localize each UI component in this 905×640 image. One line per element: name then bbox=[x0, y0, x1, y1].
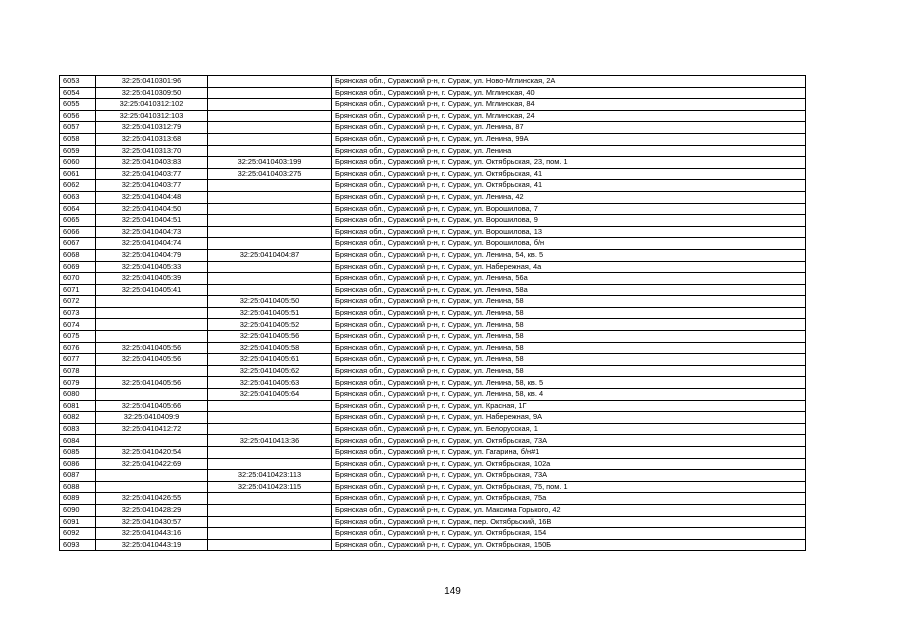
table-row bbox=[60, 133, 806, 145]
row-number-cell: 6080 bbox=[60, 389, 96, 401]
table-row bbox=[60, 342, 806, 354]
row-number-cell: 6053 bbox=[60, 76, 96, 88]
table-row bbox=[60, 168, 806, 180]
address-cell: Брянская обл., Суражский р-н, г. Сураж, ул. Ворошилова, б/н bbox=[332, 238, 806, 250]
address-cell: Брянская обл., Суражский р-н, г. Сураж, ул. Ленина, 58 bbox=[332, 319, 806, 331]
address-cell: Брянская обл., Суражский р-н, г. Сураж, ул. Максима Горького, 42 bbox=[332, 504, 806, 516]
related-cadastral-number-cell bbox=[208, 180, 332, 192]
address-cell: Брянская обл., Суражский р-н, г. Сураж, ул. Ново-Мглинская, 2А bbox=[332, 76, 806, 88]
table-row bbox=[60, 435, 806, 447]
row-number-cell: 6079 bbox=[60, 377, 96, 389]
address-cell: Брянская обл., Суражский р-н, г. Сураж, ул. Ленина, 58 bbox=[332, 331, 806, 343]
cadastral-number-cell: 32:25:0410404:51 bbox=[96, 215, 208, 227]
cadastral-number-cell: 32:25:0410405:56 bbox=[96, 354, 208, 366]
address-cell: Брянская обл., Суражский р-н, г. Сураж, ул. Белорусская, 1 bbox=[332, 423, 806, 435]
related-cadastral-number-cell bbox=[208, 261, 332, 273]
row-number-cell: 6076 bbox=[60, 342, 96, 354]
cadastral-number-cell: 32:25:0410404:50 bbox=[96, 203, 208, 215]
table-row bbox=[60, 76, 806, 88]
cadastral-number-cell: 32:25:0410405:56 bbox=[96, 342, 208, 354]
table-row bbox=[60, 145, 806, 157]
row-number-cell: 6068 bbox=[60, 249, 96, 261]
table-row bbox=[60, 331, 806, 343]
cadastral-number-cell bbox=[96, 481, 208, 493]
table-row bbox=[60, 215, 806, 227]
related-cadastral-number-cell bbox=[208, 215, 332, 227]
address-cell: Брянская обл., Суражский р-н, г. Сураж, ул. Октябрьская, 102а bbox=[332, 458, 806, 470]
table-row bbox=[60, 412, 806, 424]
address-cell: Брянская обл., Суражский р-н, г. Сураж, ул. Октябрьская, 23, пом. 1 bbox=[332, 157, 806, 169]
cadastral-number-cell: 32:25:0410426:55 bbox=[96, 493, 208, 505]
table-row bbox=[60, 504, 806, 516]
cadastral-number-cell bbox=[96, 331, 208, 343]
cadastral-number-cell: 32:25:0410301:96 bbox=[96, 76, 208, 88]
table-row bbox=[60, 157, 806, 169]
address-cell: Брянская обл., Суражский р-н, г. Сураж, ул. Ленина, 54, кв. 5 bbox=[332, 249, 806, 261]
table-row bbox=[60, 493, 806, 505]
table-row bbox=[60, 122, 806, 134]
cadastral-number-cell: 32:25:0410412:72 bbox=[96, 423, 208, 435]
cadastral-number-cell: 32:25:0410443:16 bbox=[96, 528, 208, 540]
cadastral-number-cell: 32:25:0410428:29 bbox=[96, 504, 208, 516]
cadastral-number-cell: 32:25:0410420:54 bbox=[96, 447, 208, 459]
row-number-cell: 6091 bbox=[60, 516, 96, 528]
table-row bbox=[60, 516, 806, 528]
table-row bbox=[60, 447, 806, 459]
address-cell: Брянская обл., Суражский р-н, г. Сураж, ул. Октябрьская, 75а bbox=[332, 493, 806, 505]
address-cell: Брянская обл., Суражский р-н, г. Сураж, ул. Набережная, 4а bbox=[332, 261, 806, 273]
table-row bbox=[60, 191, 806, 203]
row-number-cell: 6071 bbox=[60, 284, 96, 296]
row-number-cell: 6085 bbox=[60, 447, 96, 459]
table-row bbox=[60, 203, 806, 215]
address-cell: Брянская обл., Суражский р-н, г. Сураж, ул. Октябрьская, 75, пом. 1 bbox=[332, 481, 806, 493]
cadastral-number-cell: 32:25:0410405:41 bbox=[96, 284, 208, 296]
page-number: 149 bbox=[444, 586, 461, 597]
related-cadastral-number-cell: 32:25:0410405:62 bbox=[208, 365, 332, 377]
address-cell: Брянская обл., Суражский р-н, г. Сураж, ул. Ленина, 56а bbox=[332, 273, 806, 285]
address-cell: Брянская обл., Суражский р-н, г. Сураж, ул. Ленина, 58 bbox=[332, 365, 806, 377]
related-cadastral-number-cell bbox=[208, 284, 332, 296]
row-number-cell: 6056 bbox=[60, 110, 96, 122]
cadastral-number-cell bbox=[96, 470, 208, 482]
row-number-cell: 6088 bbox=[60, 481, 96, 493]
related-cadastral-number-cell: 32:25:0410413:36 bbox=[208, 435, 332, 447]
cadastral-number-cell: 32:25:0410312:102 bbox=[96, 99, 208, 111]
address-cell: Брянская обл., Суражский р-н, г. Сураж, ул. Ворошилова, 9 bbox=[332, 215, 806, 227]
related-cadastral-number-cell: 32:25:0410404:87 bbox=[208, 249, 332, 261]
address-cell: Брянская обл., Суражский р-н, г. Сураж, ул. Мглинская, 84 bbox=[332, 99, 806, 111]
related-cadastral-number-cell: 32:25:0410403:199 bbox=[208, 157, 332, 169]
related-cadastral-number-cell bbox=[208, 191, 332, 203]
cadastral-number-cell: 32:25:0410313:68 bbox=[96, 133, 208, 145]
registry-table-body bbox=[60, 76, 806, 551]
row-number-cell: 6055 bbox=[60, 99, 96, 111]
table-row bbox=[60, 261, 806, 273]
cadastral-number-cell bbox=[96, 389, 208, 401]
related-cadastral-number-cell bbox=[208, 528, 332, 540]
cadastral-number-cell: 32:25:0410312:103 bbox=[96, 110, 208, 122]
table-row bbox=[60, 354, 806, 366]
table-row bbox=[60, 110, 806, 122]
cadastral-number-cell: 32:25:0410405:33 bbox=[96, 261, 208, 273]
related-cadastral-number-cell: 32:25:0410405:61 bbox=[208, 354, 332, 366]
table-row bbox=[60, 284, 806, 296]
table-row bbox=[60, 238, 806, 250]
related-cadastral-number-cell: 32:25:0410405:56 bbox=[208, 331, 332, 343]
table-row bbox=[60, 180, 806, 192]
cadastral-number-cell: 32:25:0410309:50 bbox=[96, 87, 208, 99]
row-number-cell: 6081 bbox=[60, 400, 96, 412]
address-cell: Брянская обл., Суражский р-н, г. Сураж, ул. Ленина, 58 bbox=[332, 354, 806, 366]
table-row bbox=[60, 226, 806, 238]
cadastral-number-cell bbox=[96, 365, 208, 377]
row-number-cell: 6070 bbox=[60, 273, 96, 285]
address-cell: Брянская обл., Суражский р-н, г. Сураж, ул. Ворошилова, 13 bbox=[332, 226, 806, 238]
row-number-cell: 6092 bbox=[60, 528, 96, 540]
related-cadastral-number-cell bbox=[208, 400, 332, 412]
address-cell: Брянская обл., Суражский р-н, г. Сураж, ул. Октябрьская, 41 bbox=[332, 180, 806, 192]
row-number-cell: 6074 bbox=[60, 319, 96, 331]
row-number-cell: 6084 bbox=[60, 435, 96, 447]
cadastral-number-cell: 32:25:0410405:66 bbox=[96, 400, 208, 412]
address-cell: Брянская обл., Суражский р-н, г. Сураж, ул. Красная, 1Г bbox=[332, 400, 806, 412]
table-row bbox=[60, 539, 806, 551]
address-cell: Брянская обл., Суражский р-н, г. Сураж, ул. Октябрьская, 41 bbox=[332, 168, 806, 180]
related-cadastral-number-cell bbox=[208, 458, 332, 470]
related-cadastral-number-cell bbox=[208, 412, 332, 424]
table-row bbox=[60, 307, 806, 319]
address-cell: Брянская обл., Суражский р-н, г. Сураж, ул. Ленина, 58, кв. 4 bbox=[332, 389, 806, 401]
related-cadastral-number-cell: 32:25:0410405:63 bbox=[208, 377, 332, 389]
cadastral-number-cell: 32:25:0410403:77 bbox=[96, 168, 208, 180]
cadastral-number-cell bbox=[96, 319, 208, 331]
cadastral-number-cell bbox=[96, 435, 208, 447]
row-number-cell: 6073 bbox=[60, 307, 96, 319]
cadastral-number-cell: 32:25:0410405:56 bbox=[96, 377, 208, 389]
related-cadastral-number-cell: 32:25:0410405:52 bbox=[208, 319, 332, 331]
related-cadastral-number-cell bbox=[208, 493, 332, 505]
cadastral-number-cell: 32:25:0410430:57 bbox=[96, 516, 208, 528]
cadastral-number-cell: 32:25:0410422:69 bbox=[96, 458, 208, 470]
cadastral-number-cell bbox=[96, 307, 208, 319]
table-row bbox=[60, 249, 806, 261]
address-cell: Брянская обл., Суражский р-н, г. Сураж, ул. Октябрьская, 73А bbox=[332, 470, 806, 482]
related-cadastral-number-cell bbox=[208, 145, 332, 157]
address-cell: Брянская обл., Суражский р-н, г. Сураж, ул. Октябрьская, 73А bbox=[332, 435, 806, 447]
related-cadastral-number-cell bbox=[208, 447, 332, 459]
address-cell: Брянская обл., Суражский р-н, г. Сураж, ул. Мглинская, 40 bbox=[332, 87, 806, 99]
related-cadastral-number-cell bbox=[208, 203, 332, 215]
related-cadastral-number-cell: 32:25:0410405:50 bbox=[208, 296, 332, 308]
related-cadastral-number-cell: 32:25:0410405:51 bbox=[208, 307, 332, 319]
row-number-cell: 6061 bbox=[60, 168, 96, 180]
related-cadastral-number-cell: 32:25:0410403:275 bbox=[208, 168, 332, 180]
related-cadastral-number-cell bbox=[208, 110, 332, 122]
related-cadastral-number-cell bbox=[208, 539, 332, 551]
address-cell: Брянская обл., Суражский р-н, г. Сураж, ул. Мглинская, 24 bbox=[332, 110, 806, 122]
row-number-cell: 6078 bbox=[60, 365, 96, 377]
cadastral-number-cell: 32:25:0410404:73 bbox=[96, 226, 208, 238]
cadastral-number-cell: 32:25:0410403:83 bbox=[96, 157, 208, 169]
table-row bbox=[60, 296, 806, 308]
address-cell: Брянская обл., Суражский р-н, г. Сураж, ул. Ленина, 58 bbox=[332, 307, 806, 319]
related-cadastral-number-cell bbox=[208, 238, 332, 250]
table-row bbox=[60, 528, 806, 540]
table-row bbox=[60, 389, 806, 401]
row-number-cell: 6064 bbox=[60, 203, 96, 215]
row-number-cell: 6067 bbox=[60, 238, 96, 250]
cadastral-number-cell: 32:25:0410443:19 bbox=[96, 539, 208, 551]
related-cadastral-number-cell bbox=[208, 226, 332, 238]
row-number-cell: 6065 bbox=[60, 215, 96, 227]
related-cadastral-number-cell bbox=[208, 87, 332, 99]
row-number-cell: 6093 bbox=[60, 539, 96, 551]
address-cell: Брянская обл., Суражский р-н, г. Сураж, ул. Набережная, 9А bbox=[332, 412, 806, 424]
related-cadastral-number-cell bbox=[208, 423, 332, 435]
cadastral-number-cell: 32:25:0410404:48 bbox=[96, 191, 208, 203]
address-cell: Брянская обл., Суражский р-н, г. Сураж, ул. Ленина, 58, кв. 5 bbox=[332, 377, 806, 389]
address-cell: Брянская обл., Суражский р-н, г. Сураж, ул. Ленина, 99А bbox=[332, 133, 806, 145]
row-number-cell: 6082 bbox=[60, 412, 96, 424]
related-cadastral-number-cell: 32:25:0410405:58 bbox=[208, 342, 332, 354]
related-cadastral-number-cell: 32:25:0410423:113 bbox=[208, 470, 332, 482]
row-number-cell: 6066 bbox=[60, 226, 96, 238]
table-row bbox=[60, 470, 806, 482]
row-number-cell: 6069 bbox=[60, 261, 96, 273]
row-number-cell: 6062 bbox=[60, 180, 96, 192]
row-number-cell: 6087 bbox=[60, 470, 96, 482]
cadastral-number-cell: 32:25:0410409:9 bbox=[96, 412, 208, 424]
related-cadastral-number-cell bbox=[208, 76, 332, 88]
address-cell: Брянская обл., Суражский р-н, г. Сураж, ул. Ленина bbox=[332, 145, 806, 157]
row-number-cell: 6077 bbox=[60, 354, 96, 366]
related-cadastral-number-cell bbox=[208, 516, 332, 528]
address-cell: Брянская обл., Суражский р-н, г. Сураж, ул. Гагарина, б/н#1 bbox=[332, 447, 806, 459]
address-cell: Брянская обл., Суражский р-н, г. Сураж, ул. Ленина, 58 bbox=[332, 296, 806, 308]
table-row bbox=[60, 423, 806, 435]
row-number-cell: 6086 bbox=[60, 458, 96, 470]
table-row bbox=[60, 400, 806, 412]
cadastral-number-cell: 32:25:0410312:79 bbox=[96, 122, 208, 134]
cadastral-number-cell bbox=[96, 296, 208, 308]
related-cadastral-number-cell bbox=[208, 133, 332, 145]
registry-table bbox=[59, 75, 806, 551]
address-cell: Брянская обл., Суражский р-н, г. Сураж, ул. Октябрьская, 150Б bbox=[332, 539, 806, 551]
row-number-cell: 6072 bbox=[60, 296, 96, 308]
table-row bbox=[60, 99, 806, 111]
cadastral-number-cell: 32:25:0410404:74 bbox=[96, 238, 208, 250]
cadastral-number-cell: 32:25:0410404:79 bbox=[96, 249, 208, 261]
table-row bbox=[60, 377, 806, 389]
table-row bbox=[60, 319, 806, 331]
address-cell: Брянская обл., Суражский р-н, г. Сураж, ул. Ворошилова, 7 bbox=[332, 203, 806, 215]
related-cadastral-number-cell: 32:25:0410423:115 bbox=[208, 481, 332, 493]
row-number-cell: 6060 bbox=[60, 157, 96, 169]
cadastral-number-cell: 32:25:0410313:70 bbox=[96, 145, 208, 157]
row-number-cell: 6054 bbox=[60, 87, 96, 99]
related-cadastral-number-cell bbox=[208, 122, 332, 134]
table-row bbox=[60, 481, 806, 493]
table-row bbox=[60, 87, 806, 99]
related-cadastral-number-cell: 32:25:0410405:64 bbox=[208, 389, 332, 401]
cadastral-number-cell: 32:25:0410403:77 bbox=[96, 180, 208, 192]
row-number-cell: 6058 bbox=[60, 133, 96, 145]
row-number-cell: 6083 bbox=[60, 423, 96, 435]
cadastral-number-cell: 32:25:0410405:39 bbox=[96, 273, 208, 285]
address-cell: Брянская обл., Суражский р-н, г. Сураж, ул. Ленина, 58а bbox=[332, 284, 806, 296]
table-row bbox=[60, 458, 806, 470]
row-number-cell: 6059 bbox=[60, 145, 96, 157]
row-number-cell: 6063 bbox=[60, 191, 96, 203]
table-row bbox=[60, 365, 806, 377]
row-number-cell: 6089 bbox=[60, 493, 96, 505]
related-cadastral-number-cell bbox=[208, 99, 332, 111]
related-cadastral-number-cell bbox=[208, 273, 332, 285]
row-number-cell: 6057 bbox=[60, 122, 96, 134]
address-cell: Брянская обл., Суражский р-н, г. Сураж, пер. Октябрьский, 16В bbox=[332, 516, 806, 528]
address-cell: Брянская обл., Суражский р-н, г. Сураж, ул. Октябрьская, 154 bbox=[332, 528, 806, 540]
row-number-cell: 6075 bbox=[60, 331, 96, 343]
address-cell: Брянская обл., Суражский р-н, г. Сураж, ул. Ленина, 87 bbox=[332, 122, 806, 134]
address-cell: Брянская обл., Суражский р-н, г. Сураж, ул. Ленина, 42 bbox=[332, 191, 806, 203]
row-number-cell: 6090 bbox=[60, 504, 96, 516]
related-cadastral-number-cell bbox=[208, 504, 332, 516]
table-row bbox=[60, 273, 806, 285]
address-cell: Брянская обл., Суражский р-н, г. Сураж, ул. Ленина, 58 bbox=[332, 342, 806, 354]
